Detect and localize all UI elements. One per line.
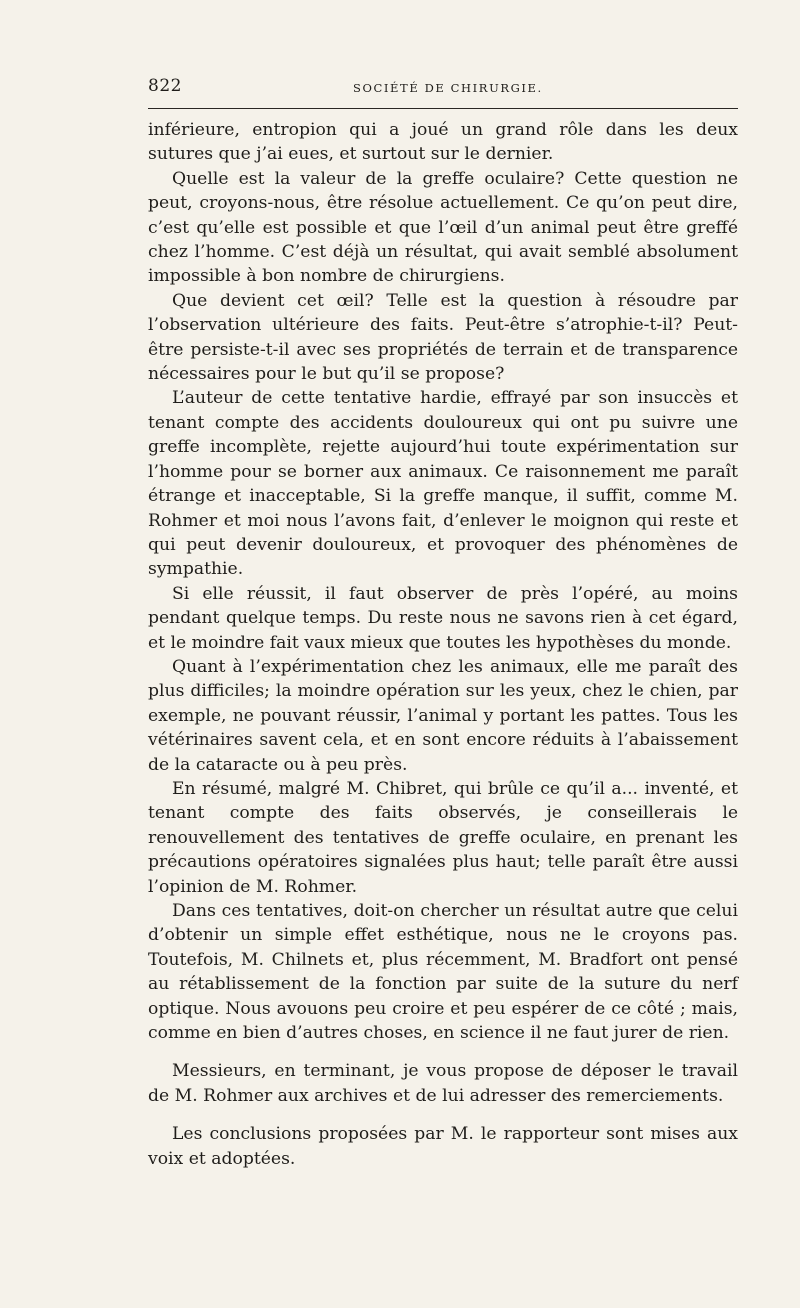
- paragraph: Que devient cet œil? Telle est la question à résoudre par l’observation ultérieure des faits. Peut-être s’atrophie-t-il? Peut-être persiste-t-il avec ses propriétés de terrain et de transparence nécessaires pour le but qu’il se propose?: [148, 290, 738, 385]
- paragraph: Quelle est la valeur de la greffe oculaire? Cette question ne peut, croyons-nous, être résolue actuellement. Ce qu’on peut dire, c’est qu’elle est possible et que l’œil d’un animal peut être greffé chez l’homme. C’est déjà un résultat, qui avait semblé absolument impossible à bon nombre de chirurgiens.: [148, 168, 738, 287]
- page-number: 822: [148, 76, 182, 96]
- paragraph: inférieure, entropion qui a joué un grand rôle dans les deux sutures que j’ai eues, et surtout sur le dernier.: [148, 120, 738, 165]
- paragraph: Messieurs, en terminant, je vous propose de déposer le travail de M. Rohmer aux archives et de lui adresser des remerciements.: [148, 1061, 738, 1106]
- header-rule: [148, 108, 738, 109]
- paragraph: L’auteur de cette tentative hardie, effrayé par son insuccès et tenant compte des accidents douloureux qui ont pu suivre une greffe incomplète, rejette aujourd’hui toute expérimentation sur l’homme pour se borner aux animaux. Ce raisonnement me paraît étrange et inacceptable, Si la greffe manque, il suffit, comme M. Rohmer et moi nous l’avons fait, d’enlever le moignon qui reste et qui peut devenir douloureux, et provoquer des phénomènes de sympathie.: [148, 388, 738, 580]
- paragraph: Dans ces tentatives, doit-on chercher un résultat autre que celui d’obtenir un simple effet esthétique, nous ne le croyons pas. Toutefois, M. Chilnets et, plus récemment, M. Bradfort ont pensé au rétablissement de la fonction par suite de la suture du nerf optique. Nous avouons peu croire et peu espérer de ce côté ; mais, comme en bien d’autres choses, en science il ne faut jurer de rien.: [148, 901, 738, 1044]
- page-header: [148, 74, 738, 102]
- paragraph: Les conclusions proposées par M. le rapporteur sont mises aux voix et adoptées.: [148, 1124, 738, 1169]
- paragraph: En résumé, malgré M. Chibret, qui brûle ce qu’il a... inventé, et tenant compte des faits observés, je conseillerais le renouvellement des tentatives de greffe oculaire, en prenant les précautions opératoires signalées plus haut; telle paraît être aussi l’opinion de M. Rohmer.: [148, 778, 738, 897]
- body-text: [148, 118, 738, 1171]
- paragraph: Si elle réussit, il faut observer de près l’opéré, au moins pendant quelque temps. Du reste nous ne savons rien à cet égard, et le moindre fait vaux mieux que toutes les hypothèses du monde.: [148, 583, 738, 653]
- running-head: SOCIÉTÉ DE CHIRURGIE.: [353, 81, 543, 95]
- paragraph: Quant à l’expérimentation chez les animaux, elle me paraît des plus difficiles; la moindre opération sur les yeux, chez le chien, par exemple, ne pouvant réussir, l’animal y portant les pattes. Tous les vétérinaires savent cela, et en sont encore réduits à l’abaissement de la cataracte ou à peu près.: [148, 656, 738, 775]
